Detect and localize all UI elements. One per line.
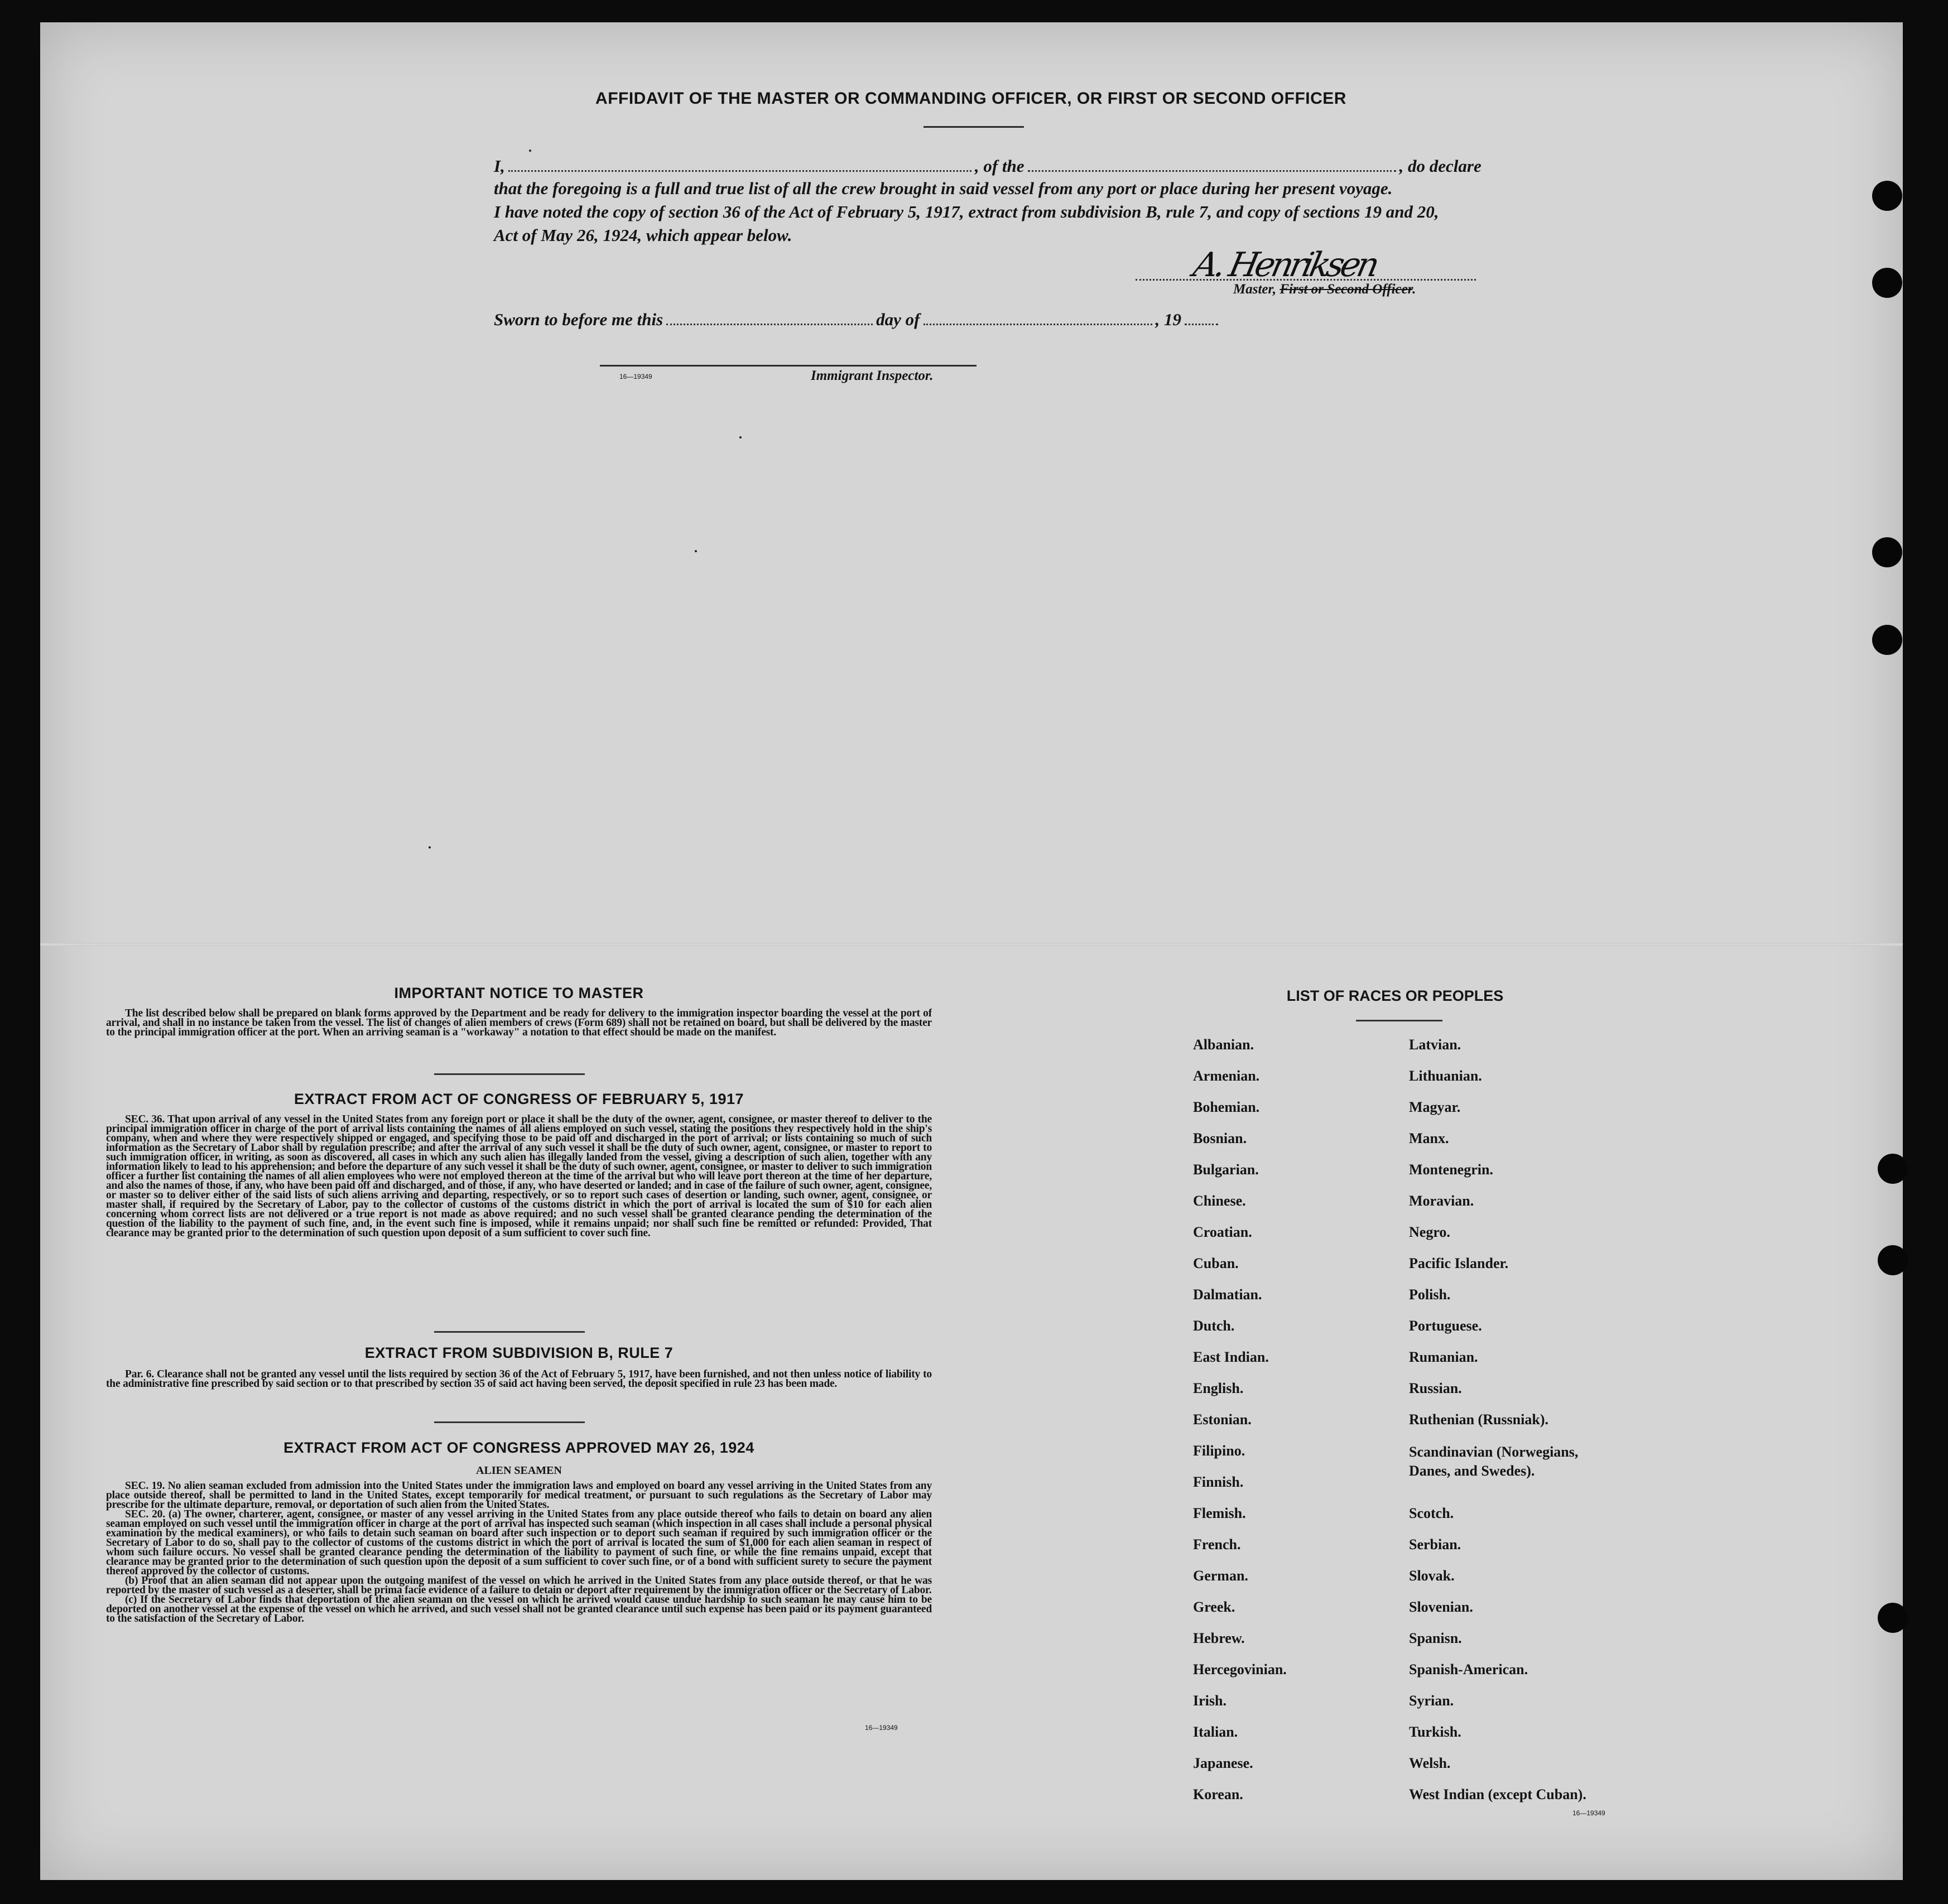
race-item: Italian. — [1193, 1724, 1238, 1740]
extract1-title: EXTRACT FROM ACT OF CONGRESS OF FEBRUARY 5, 1917 — [294, 1091, 744, 1107]
year-blank — [1185, 324, 1218, 325]
race-item: Welsh. — [1409, 1755, 1451, 1771]
affidavit-line-4: Act of May 26, 1924, which appear below. — [494, 225, 792, 245]
race-item: Portuguese. — [1409, 1318, 1482, 1334]
binder-hole — [1872, 537, 1902, 567]
race-item: Hercegovinian. — [1193, 1661, 1287, 1678]
race-item: Irish. — [1193, 1693, 1226, 1709]
race-item: Dutch. — [1193, 1318, 1235, 1334]
race-item: Hebrew. — [1193, 1630, 1245, 1646]
race-item: Finnish. — [1193, 1474, 1244, 1490]
race-item: Filipino. — [1193, 1443, 1245, 1459]
signature: A. Henriksen — [1190, 245, 1380, 285]
race-item: Chinese. — [1193, 1193, 1246, 1209]
binder-hole — [1878, 1154, 1908, 1184]
race-item: Spanisn. — [1409, 1630, 1462, 1646]
affidavit-of-the: , of the — [974, 156, 1024, 176]
races-title: LIST OF RACES OR PEOPLES — [1286, 987, 1504, 1004]
race-item: Ruthenian (Russniak). — [1409, 1411, 1548, 1428]
race-item: East Indian. — [1193, 1349, 1269, 1365]
race-item: Pacific Islander. — [1409, 1255, 1509, 1271]
affidavit-line-2: that the foregoing is a full and true list of all the crew brought in said vessel from any port or place during her present voyage. — [494, 179, 1393, 198]
race-item: Serbian. — [1409, 1536, 1461, 1553]
race-item: Albanian. — [1193, 1037, 1254, 1053]
ink-speck — [695, 550, 697, 552]
day-of-text: day of — [876, 310, 920, 329]
race-item: Rumanian. — [1409, 1349, 1478, 1365]
race-item: Turkish. — [1409, 1724, 1461, 1740]
race-item: Dalmatian. — [1193, 1286, 1262, 1303]
race-item: Lithuanian. — [1409, 1068, 1482, 1084]
notice-rule — [434, 1073, 585, 1075]
binder-hole — [1872, 268, 1902, 298]
sec20a-paragraph: SEC. 20. (a) The owner, charterer, agent, consignee, or master of any vessel arriving in the United States from any place outside thereof who fails to detain on board any alien seaman employed on such vessel until the immigration officer in charge at the port of arrival has inspected such seaman (which inspection in all cases shall include a personal physical examination by the medical examiners), or who fails to detain such seaman on board after such inspection or to deport such seaman if required by such immigration officer or the Secretary of Labor to do so, shall pay to the collector of customs of the customs district in which the port of arrival is located the sum of $1,000 for each alien seaman in respect of whom such failure occurs. No vessel shall be granted clearance pending the determination of the liability to payment of such fine, or while the fine remains unpaid, except that clearance may be granted prior to the determination of such question upon the deposit of a sum sufficient to cover such fine, or of a bond with sufficient surety to secure the payment thereof approved by the collector of customs. — [106, 1508, 932, 1577]
race-item: Syrian. — [1409, 1693, 1454, 1709]
vessel-blank — [1028, 170, 1396, 172]
race-item: West Indian (except Cuban). — [1409, 1786, 1586, 1802]
sworn-text: Sworn to before me this — [494, 310, 663, 329]
rule7-paragraph: Par. 6. Clearance shall not be granted any vessel until the lists required by section 36 of the Act of February 5, 1917, have been furnished, and not then unless notice of liability to the administrative fine prescribed by said section or to that prescribed by section 35 of said act having been served, the deposit specified in rule 23 has been made. — [106, 1370, 932, 1390]
form-number-top: 16—19349 — [619, 373, 652, 380]
binder-hole — [1878, 1245, 1908, 1275]
title-rule — [924, 126, 1024, 128]
sec20c-paragraph: (c) If the Secretary of Labor finds that deportation of the alien seaman on the vessel on which he arrived would cause undue hardship to such seaman he may cause him to be deported on another vessel at the expense of the vessel on which he arrived, and such vessel shall not be granted clearance until such expense has been paid or its payment guaranteed to the satisfaction of the Secretary of Labor. — [106, 1594, 932, 1625]
extract3-text — [106, 1481, 932, 1715]
binder-hole — [1878, 1603, 1908, 1633]
race-item: Bosnian. — [1193, 1130, 1247, 1146]
race-item: Korean. — [1193, 1786, 1243, 1802]
race-item: Magyar. — [1409, 1099, 1461, 1115]
race-item: Polish. — [1409, 1286, 1451, 1303]
race-item: English. — [1193, 1380, 1244, 1396]
races-rule — [1356, 1020, 1442, 1021]
extract2-rule — [434, 1421, 585, 1423]
affidavit-line-3: I have noted the copy of section 36 of the Act of February 5, 1917, extract from subdivision B, rule 7, and copy of sections 19 and 20, — [494, 202, 1439, 221]
binder-hole — [1872, 625, 1902, 655]
extract1-text — [106, 1115, 932, 1314]
affidavit-declare: , do declare — [1399, 156, 1482, 176]
inspector-line — [600, 365, 977, 367]
sec19-paragraph: SEC. 19. No alien seaman excluded from admission into the United States under the immigration laws and employed on board any vessel arriving in the United States from any place outside thereof, shall be permitted to land in the United States, except temporarily for medical treatment, or pursuant to such regulations as the Secretary of Labor may prescribe for the ultimate departure, removal, or deportation of such alien from the United States. — [106, 1481, 932, 1511]
race-item: Slovenian. — [1409, 1599, 1473, 1615]
race-item: German. — [1193, 1568, 1248, 1584]
race-item: Slovak. — [1409, 1568, 1455, 1584]
day-blank — [666, 324, 873, 325]
notice-text — [106, 1009, 932, 1059]
extract2-text — [106, 1370, 932, 1409]
race-item: French. — [1193, 1536, 1241, 1553]
extract2-title: EXTRACT FROM SUBDIVISION B, RULE 7 — [364, 1344, 674, 1361]
race-item: Bulgarian. — [1193, 1161, 1259, 1178]
form-number-races: 16—19349 — [1572, 1809, 1605, 1817]
sec20b-paragraph: (b) Proof that an alien seaman did not appear upon the outgoing manifest of the vessel on which he arrived in the United States from any place outside thereof, or that he was reported by the master of such vessel as a deserter, shall be prima facie evidence of a failure to detain or deport after requirement by the immigration officer or the Secretary of Labor. — [106, 1575, 932, 1596]
extract3-title: EXTRACT FROM ACT OF CONGRESS APPROVED MAY 26, 1924 — [283, 1439, 754, 1456]
ink-speck — [739, 436, 742, 438]
race-item: Scandinavian (Norwegians, Danes, and Swedes). — [1409, 1444, 1579, 1479]
ink-speck — [429, 846, 431, 849]
race-item: Bohemian. — [1193, 1099, 1260, 1115]
affidavit-title: AFFIDAVIT OF THE MASTER OR COMMANDING OFFICER, OR FIRST OR SECOND OFFICER — [595, 89, 1346, 108]
race-item: Latvian. — [1409, 1037, 1461, 1053]
race-item: Spanish-American. — [1409, 1661, 1528, 1678]
extract1-rule — [434, 1331, 585, 1333]
affidavit-i: I, — [494, 156, 505, 176]
race-item: Estonian. — [1193, 1411, 1252, 1428]
notice-title: IMPORTANT NOTICE TO MASTER — [394, 985, 644, 1001]
race-item: Japanese. — [1193, 1755, 1253, 1771]
sec36-paragraph: SEC. 36. That upon arrival of any vessel in the United States from any foreign port or place it shall be the duty of the owner, agent, consignee, or master thereof to deliver to the principal immigration officer in charge of the port of arrival lists containing the names of all aliens employed on such vessel, stating the positions they respectively hold in the ship's company, when and where they were respectively shipped or engaged, and specifying those to be paid off and discharged in the port of arrival; or lists containing so much of such information as the Secretary of Labor shall by regulation prescribe; and after the arrival of any such vessel it shall be the duty of such owner, agent, consignee, or master to report to such immigration officer, in writing, as soon as discovered, all cases in which any such alien has illegally landed from the vessel, giving a description of such alien, together with any information likely to lead to his apprehension; and before the departure of any such vessel it shall be the duty of such owner, agent, consignee, or master to deliver to such immigration officer a further list containing the names of all alien employees who were not employed thereon at the time of the arrival but who will leave port thereon at the time of her departure, and also the names of those, if any, who have been paid off and discharged, and of those, if any, who have deserted or landed; and in case of the failure of such owner, agent, consignee, or master so to deliver either of the said lists of such aliens arriving and departing, respectively, or so to report such cases of desertion or landing, such owner, agent, consignee, or master shall, if required by the Secretary of Labor, pay to the collector of customs of the customs district in which the port of arrival is located the sum of $10 for each alien concerning whom correct lists are not delivered or a true report is not made as above required; and no such vessel shall be granted clearance pending the determination of the question of the liability to the payment of such fine, and, in the event such fine is imposed, while it remains unpaid; nor shall such fine be remitted or refunded: Provided, That clearance may be granted prior to the determination of such question upon deposit of a sum sufficient to cover such fine. — [106, 1115, 932, 1239]
notice-paragraph: The list described below shall be prepared on blank forms approved by the Department and be ready for delivery to the immigration inspector boarding the vessel at the port of arrival, and shall in no instance be taken from the vessel. The list of changes of alien members of crews (Form 689) shall not be retained on board, but shall be delivered by the master to the principal immigration officer at the port. When an arriving seaman is a "workaway" a notation to that effect should be made on the manifest. — [106, 1009, 932, 1038]
race-item: Cuban. — [1193, 1255, 1239, 1271]
month-blank — [924, 324, 1152, 325]
binder-hole — [1872, 181, 1902, 211]
race-item: Scotch. — [1409, 1505, 1454, 1521]
label-period: . — [1412, 282, 1416, 297]
inspector-label: Immigrant Inspector. — [811, 368, 934, 383]
race-item: Montenegrin. — [1409, 1161, 1493, 1178]
affidavit-line-1 — [494, 156, 1482, 176]
race-item: Flemish. — [1193, 1505, 1246, 1521]
name-blank — [508, 170, 971, 172]
form-number-notice: 16—19349 — [865, 1724, 898, 1732]
page-fold — [40, 943, 1903, 946]
ink-speck — [529, 150, 531, 152]
race-item: Armenian. — [1193, 1068, 1260, 1084]
race-item: Negro. — [1409, 1224, 1450, 1240]
alien-seamen-heading: ALIEN SEAMEN — [476, 1464, 562, 1477]
race-item: Manx. — [1409, 1130, 1449, 1146]
race-item: Russian. — [1409, 1380, 1462, 1396]
race-item: Moravian. — [1409, 1193, 1474, 1209]
race-item: Croatian. — [1193, 1224, 1252, 1240]
sworn-line — [494, 310, 1221, 330]
struck-officer-label: First or Second Officer — [1280, 282, 1413, 297]
signature-label — [1233, 282, 1416, 297]
race-item: Greek. — [1193, 1599, 1235, 1615]
master-label: Master, — [1233, 282, 1277, 297]
year-text: , 19 — [1155, 310, 1181, 329]
